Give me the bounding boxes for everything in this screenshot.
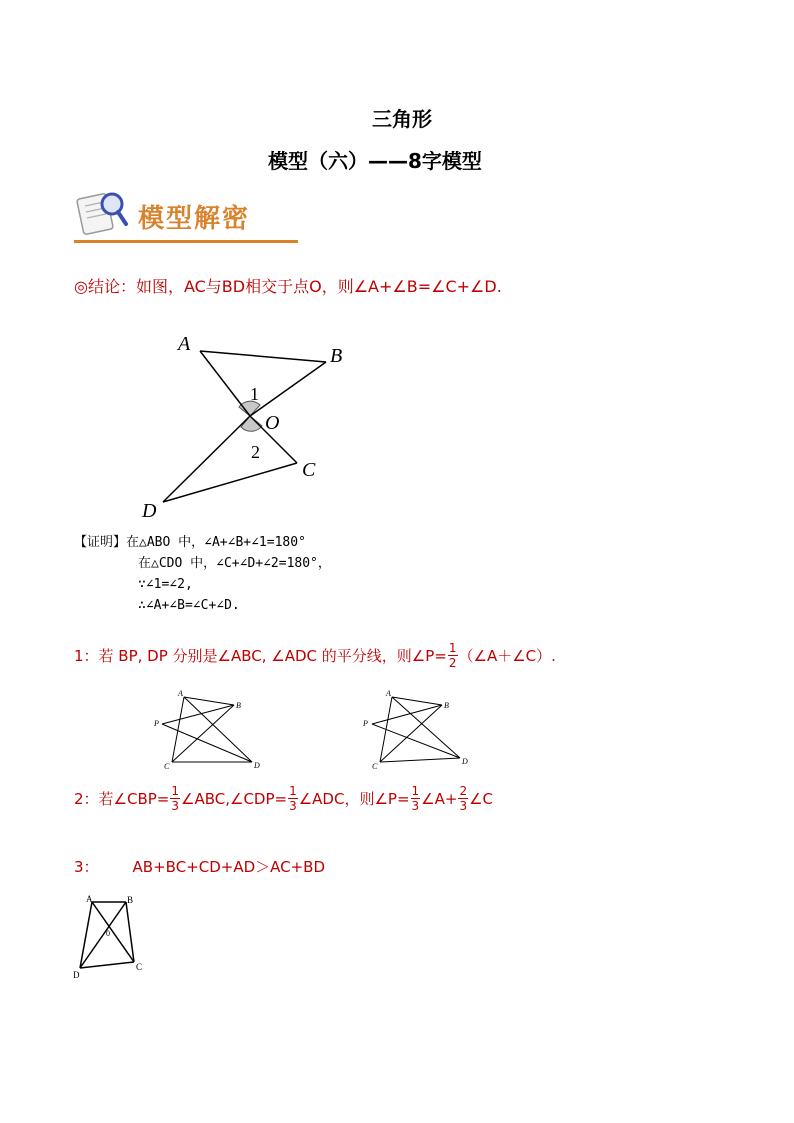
item-2 <box>74 784 493 813</box>
banner-label: 模型解密 <box>138 204 251 234</box>
fraction-numerator: 2 <box>459 784 468 798</box>
item-3 <box>74 856 325 877</box>
bisector-figure-left <box>150 688 270 772</box>
fraction-numerator: 1 <box>289 784 297 798</box>
fraction <box>411 784 421 813</box>
angle-2-label: 2 <box>251 442 260 462</box>
label-a: A <box>386 689 391 698</box>
label-d: D <box>254 761 260 770</box>
item-1-prefix: 1：若 BP, DP 分别是∠ABC, ∠ADC 的平分线，则∠P= <box>74 647 447 665</box>
label-b: B <box>444 701 449 710</box>
fraction-denominator: 3 <box>289 799 297 813</box>
fraction <box>170 784 180 813</box>
bisector-figure-right <box>358 688 478 772</box>
eight-shape-figure <box>130 326 370 526</box>
item-2-text: ∠ABC,∠CDP= <box>181 789 288 808</box>
fraction-numerator: 1 <box>171 784 180 798</box>
label-a: A <box>178 333 191 355</box>
proof-line: 在△CDO 中，∠C+∠D+∠2=180°， <box>138 556 331 571</box>
page-title: 三角形 <box>372 107 432 131</box>
label-p: P <box>154 719 159 728</box>
label-c: C <box>164 762 170 771</box>
fraction-denominator: 2 <box>448 656 457 670</box>
label-a: A <box>86 894 93 904</box>
label-b: B <box>127 895 134 905</box>
label-p: P <box>363 719 368 728</box>
section-banner <box>74 186 298 244</box>
fraction <box>458 784 468 813</box>
item-2-text: ∠ADC，则∠P= <box>298 790 410 808</box>
item-2-text: ∠C <box>469 789 493 808</box>
label-b: B <box>330 345 343 367</box>
item-2-text: ∠A+ <box>421 789 458 808</box>
label-o: 0 <box>106 929 110 938</box>
angle-1-label: 1 <box>250 384 259 404</box>
label-d: D <box>73 970 80 980</box>
item-1-suffix: （∠A＋∠C）. <box>458 647 556 665</box>
label-b: B <box>236 701 241 710</box>
proof-tag: 【证明】 <box>74 535 127 550</box>
label-d: D <box>462 757 468 766</box>
fraction-denominator: 3 <box>411 799 420 813</box>
item-2-text: 2：若∠CBP= <box>74 790 170 808</box>
fraction <box>448 641 458 670</box>
conclusion-text: ◎结论：如图，AC与BD相交于点O，则∠A+∠B=∠C+∠D. <box>74 277 502 296</box>
proof-line: ∵∠1=∠2, <box>138 577 193 592</box>
item-3-label: 3： <box>74 858 99 876</box>
page-subtitle: 模型（六）——8字模型 <box>268 149 482 173</box>
proof-line: ∴∠A+∠B=∠C+∠D. <box>138 598 240 613</box>
fraction-denominator: 3 <box>171 799 180 813</box>
fraction <box>288 784 298 813</box>
fraction-numerator: 1 <box>411 784 420 798</box>
fraction-numerator: 1 <box>448 641 457 655</box>
label-o: O <box>265 412 280 434</box>
label-a: A <box>178 689 183 698</box>
label-d: D <box>142 500 157 522</box>
fraction-denominator: 3 <box>459 799 468 813</box>
item-3-text: AB+BC+CD+AD＞AC+BD <box>132 858 326 876</box>
label-c: C <box>302 459 316 481</box>
label-c: C <box>372 762 378 771</box>
item-1 <box>74 641 556 670</box>
quadrilateral-figure <box>70 892 160 982</box>
label-c: C <box>136 962 143 972</box>
proof-block <box>74 532 331 616</box>
proof-line: 在△ABO 中，∠A+∠B+∠1=180° <box>126 535 306 550</box>
